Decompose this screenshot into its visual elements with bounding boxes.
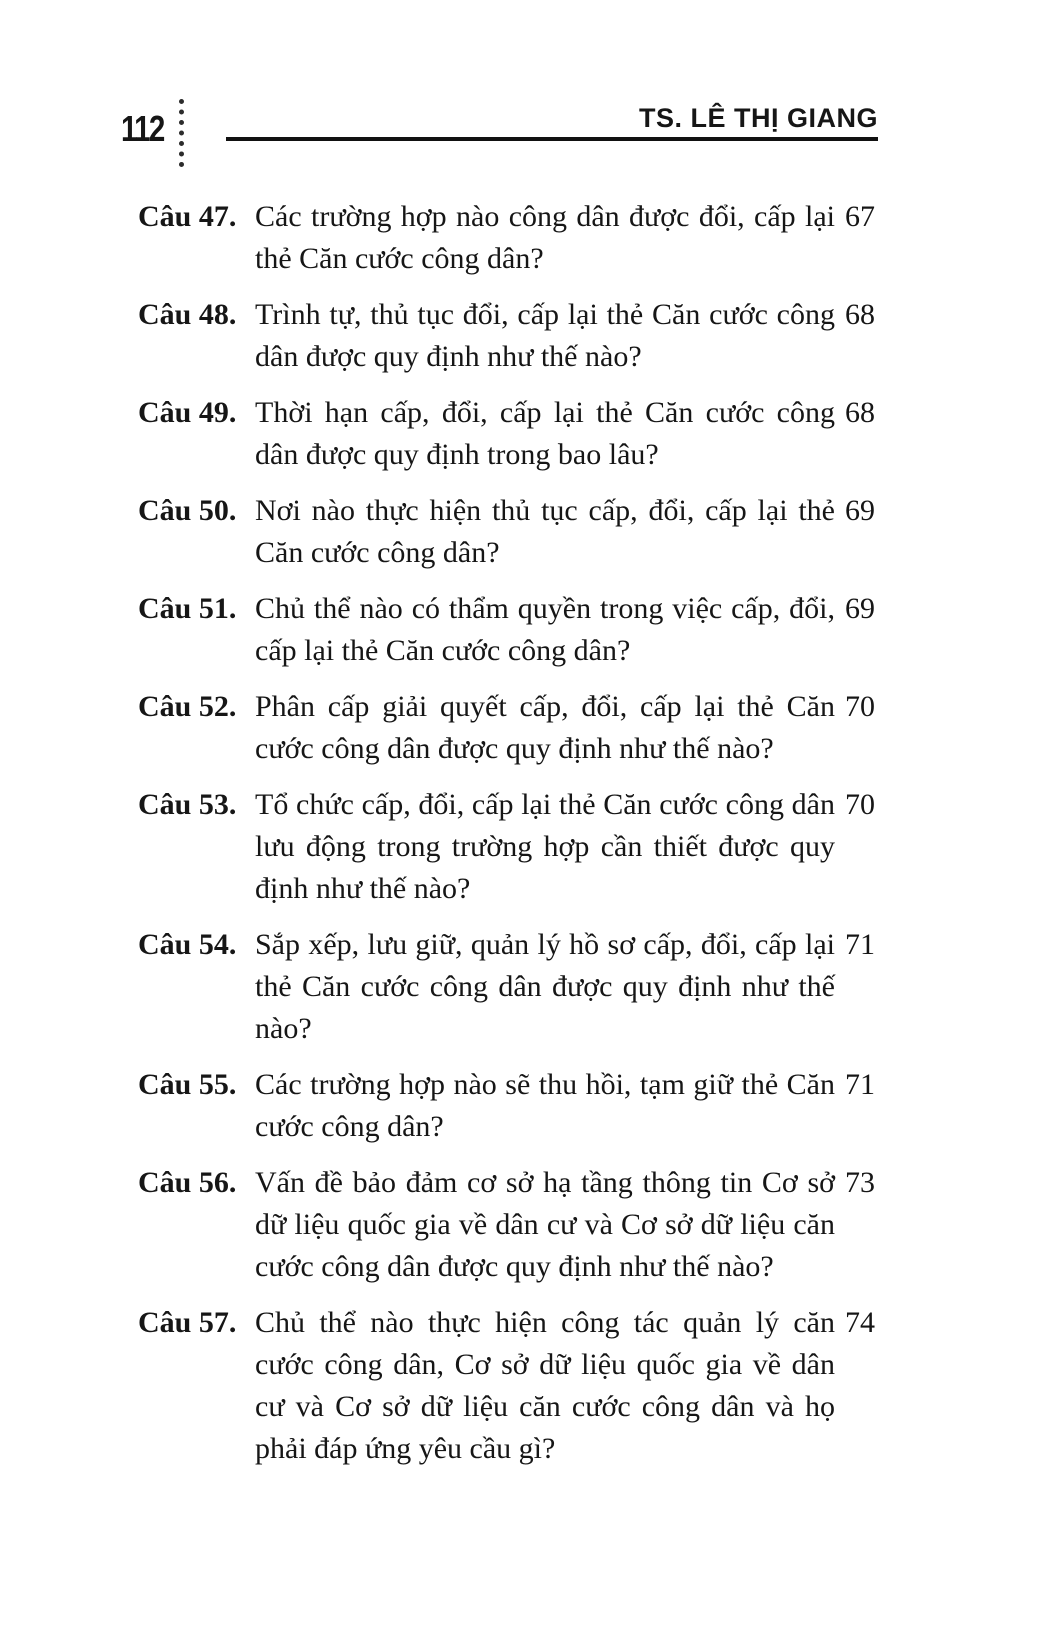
decorative-dotted-line <box>179 99 184 167</box>
toc-entry-label: Câu 47. <box>138 200 237 233</box>
toc-entry-label: Câu 54. <box>138 928 237 961</box>
toc-entry <box>138 196 875 280</box>
toc-entry-text: Thời hạn cấp, đổi, cấp lại thẻ Căn cước công dân được quy định trong bao lâu? <box>255 396 835 471</box>
toc-entry-label: Câu 52. <box>138 690 237 723</box>
toc-entry <box>138 588 875 672</box>
toc-entry <box>138 294 875 378</box>
toc-entry-text: Các trường hợp nào sẽ thu hồi, tạm giữ thẻ Căn cước công dân? <box>255 1068 835 1143</box>
toc-entry <box>138 924 875 1050</box>
toc-entry-text: Chủ thể nào thực hiện công tác quản lý căn cước công dân, Cơ sở dữ liệu quốc gia về dân cư và Cơ sở dữ liệu căn cước công dân và họ phải đáp ứng yêu cầu gì? <box>255 1306 835 1465</box>
toc-list <box>138 196 875 1484</box>
toc-entry-label: Câu 57. <box>138 1306 237 1339</box>
toc-entry-page: 67 <box>845 200 875 233</box>
toc-entry-text: Tổ chức cấp, đổi, cấp lại thẻ Căn cước công dân lưu động trong trường hợp cần thiết được quy định như thế nào? <box>255 788 835 905</box>
toc-entry-page: 69 <box>845 494 875 527</box>
toc-entry-label: Câu 53. <box>138 788 237 821</box>
toc-entry-page: 68 <box>845 396 875 429</box>
toc-entry-text: Chủ thể nào có thẩm quyền trong việc cấp, đổi, cấp lại thẻ Căn cước công dân? <box>255 592 835 667</box>
toc-entry-page: 73 <box>845 1166 875 1199</box>
toc-entry-label: Câu 48. <box>138 298 237 331</box>
toc-entry-page: 69 <box>845 592 875 625</box>
toc-entry-text: Vấn đề bảo đảm cơ sở hạ tầng thông tin Cơ sở dữ liệu quốc gia về dân cư và Cơ sở dữ liệu căn cước công dân được quy định như thế nào? <box>255 1166 835 1283</box>
header-right <box>226 103 878 141</box>
running-title: TS. LÊ THỊ GIANG <box>638 103 878 133</box>
toc-entry-page: 70 <box>845 690 875 723</box>
toc-entry-page: 71 <box>845 928 875 961</box>
toc-entry-label: Câu 56. <box>138 1166 237 1199</box>
toc-entry-text: Nơi nào thực hiện thủ tục cấp, đổi, cấp lại thẻ Căn cước công dân? <box>255 494 835 569</box>
page-number: 112 <box>121 108 164 149</box>
toc-entry-page: 68 <box>845 298 875 331</box>
toc-entry-text: Sắp xếp, lưu giữ, quản lý hồ sơ cấp, đổi, cấp lại thẻ Căn cước công dân được quy định như thế nào? <box>255 928 835 1045</box>
toc-entry <box>138 1162 875 1288</box>
toc-entry-text: Phân cấp giải quyết cấp, đổi, cấp lại thẻ Căn cước công dân được quy định như thế nào? <box>255 690 835 765</box>
toc-entry-page: 70 <box>845 788 875 821</box>
toc-entry <box>138 392 875 476</box>
toc-entry-text: Trình tự, thủ tục đổi, cấp lại thẻ Căn cước công dân được quy định như thế nào? <box>255 298 835 373</box>
toc-entry <box>138 686 875 770</box>
toc-entry <box>138 784 875 910</box>
toc-entry-page: 74 <box>845 1306 875 1339</box>
toc-entry-text: Các trường hợp nào công dân được đổi, cấp lại thẻ Căn cước công dân? <box>255 200 835 275</box>
toc-entry-label: Câu 50. <box>138 494 237 527</box>
header-rule <box>226 137 878 141</box>
toc-entry-label: Câu 49. <box>138 396 237 429</box>
toc-entry-page: 71 <box>845 1068 875 1101</box>
toc-entry <box>138 1064 875 1148</box>
toc-entry <box>138 490 875 574</box>
toc-entry <box>138 1302 875 1470</box>
toc-entry-label: Câu 55. <box>138 1068 237 1101</box>
toc-entry-label: Câu 51. <box>138 592 237 625</box>
